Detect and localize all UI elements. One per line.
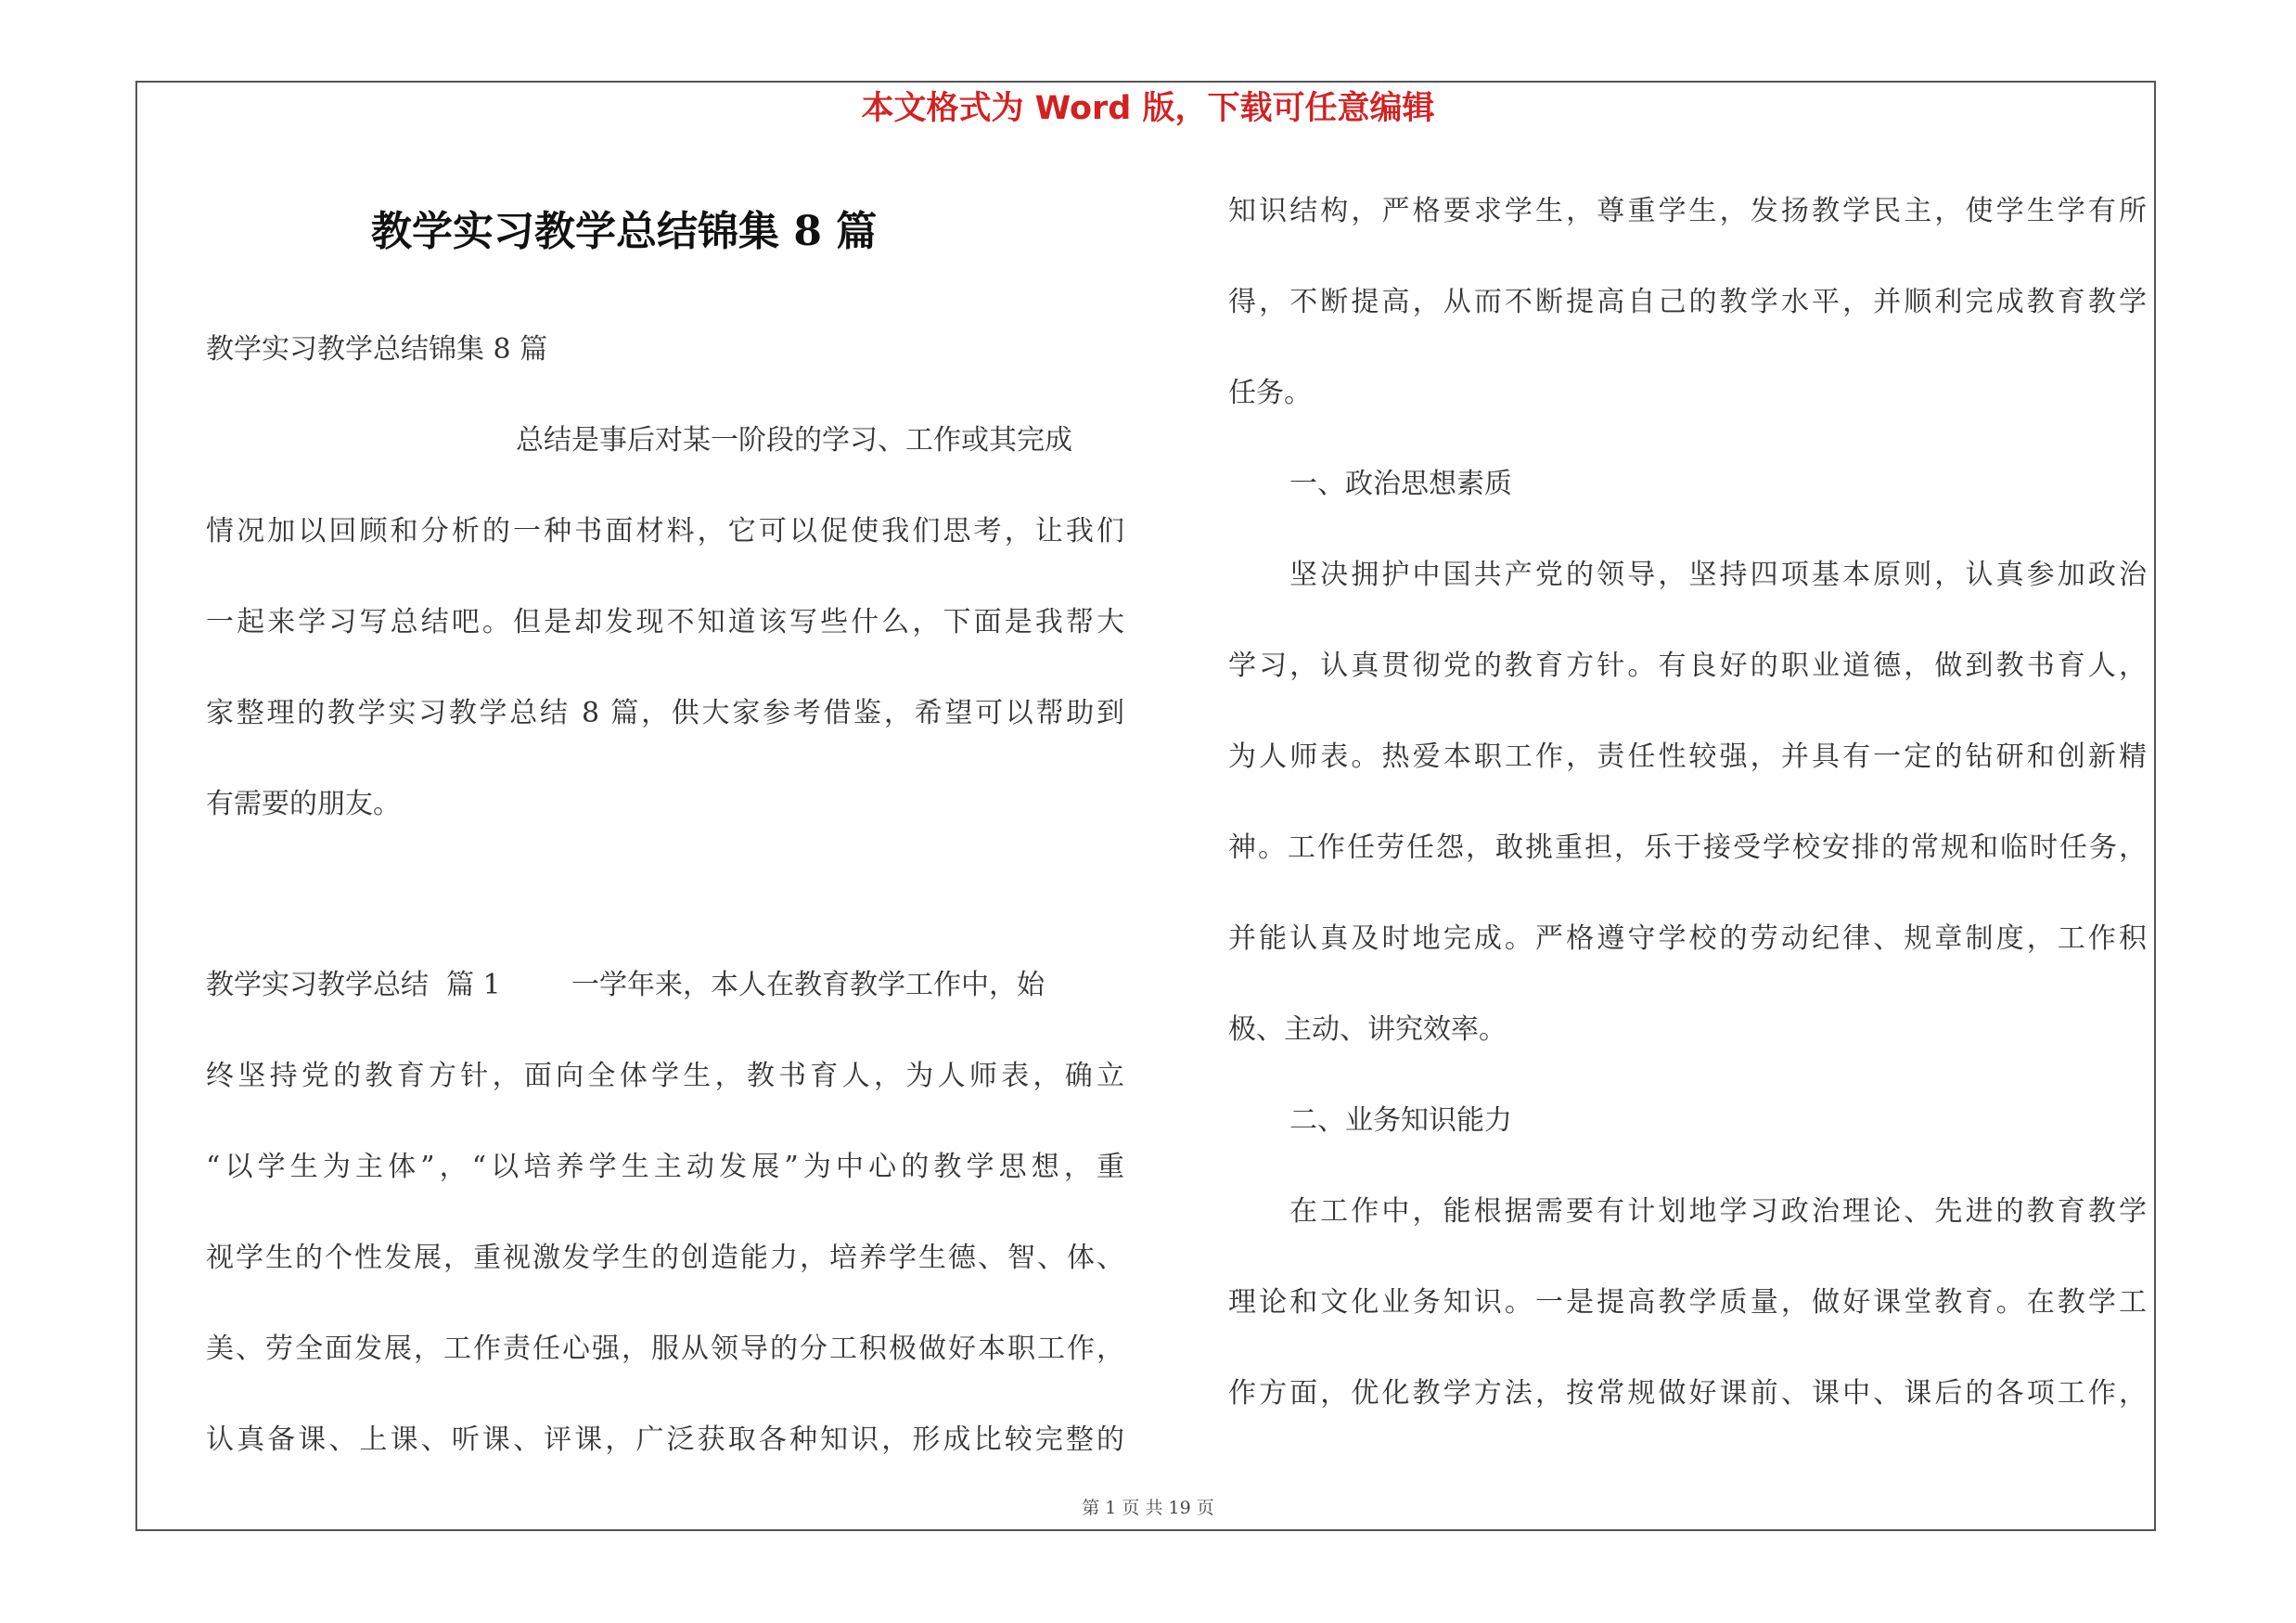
paragraph-line: 极、主动、讲究效率。 [1228, 1013, 1507, 1046]
paragraph-line: 认真备课、上课、听课、评课，广泛获取各种知识，形成比较完整的 [206, 1423, 1124, 1456]
section-heading: 一、政治思想素质 [1289, 468, 1512, 500]
paragraph-line: 美、劳全面发展，工作责任心强，服从领导的分工积极做好本职工作， [206, 1333, 1124, 1365]
section-heading-line: 教学实习教学总结 篇 1 一学年来，本人在教育教学工作中，始 [206, 969, 1045, 1001]
paragraph-line: 终坚持党的教育方针，面向全体学生，教书育人，为人师表，确立 [206, 1060, 1124, 1092]
paragraph-line: 得，不断提高，从而不断提高自己的教学水平，并顺利完成教育教学 [1228, 286, 2147, 318]
paragraph-line: 在工作中，能根据需要有计划地学习政治理论、先进的教育教学 [1289, 1195, 2147, 1228]
paragraph-line: 情况加以回顾和分析的一种书面材料，它可以促使我们思考，让我们 [206, 515, 1124, 547]
paragraph-line: 坚决拥护中国共产党的领导，坚持四项基本原则，认真参加政治 [1289, 559, 2147, 591]
text-line: 教学实习教学总结锦集 8 篇 [206, 333, 548, 366]
paragraph-line: 理论和文化业务知识。一是提高教学质量，做好课堂教育。在教学工 [1228, 1286, 2147, 1319]
paragraph-line: 作方面，优化教学方法，按常规做好课前、课中、课后的各项工作， [1228, 1377, 2147, 1410]
section-heading: 二、业务知识能力 [1289, 1104, 1512, 1137]
paragraph-line: 总结是事后对某一阶段的学习、工作或其完成 [516, 424, 1072, 457]
paragraph-line: 有需要的朋友。 [206, 788, 401, 820]
format-banner: 本文格式为 Word 版，下载可任意编辑 [861, 90, 1435, 127]
paragraph-line: 家整理的教学实习教学总结 8 篇，供大家参考借鉴，希望可以帮助到 [206, 697, 1124, 729]
paragraph-line: 视学生的个性发展，重视激发学生的创造能力，培养学生德、智、体、 [206, 1242, 1124, 1274]
paragraph-line: 一起来学习写总结吧。但是却发现不知道该写些什么，下面是我帮大 [206, 606, 1124, 638]
paragraph-line: 任务。 [1228, 377, 1312, 409]
paragraph-line: 知识结构，严格要求学生，尊重学生，发扬教学民主，使学生学有所 [1228, 195, 2147, 227]
paragraph-line: 学习，认真贯彻党的教育方针。有良好的职业道德，做到教书育人， [1228, 650, 2147, 682]
document-title: 教学实习教学总结锦集 8 篇 [371, 208, 878, 255]
paragraph-line: 神。工作任劳任怨，敢挑重担，乐于接受学校安排的常规和临时任务， [1228, 831, 2147, 864]
paragraph-line: 并能认真及时地完成。严格遵守学校的劳动纪律、规章制度，工作积 [1228, 922, 2147, 955]
paragraph-line: “以学生为主体”，“以培养学生主动发展”为中心的教学思想，重 [206, 1151, 1124, 1183]
paragraph-line: 为人师表。热爱本职工作，责任性较强，并具有一定的钻研和创新精 [1228, 741, 2147, 773]
page-number-footer: 第 1 页 共 19 页 [1082, 1498, 1214, 1518]
